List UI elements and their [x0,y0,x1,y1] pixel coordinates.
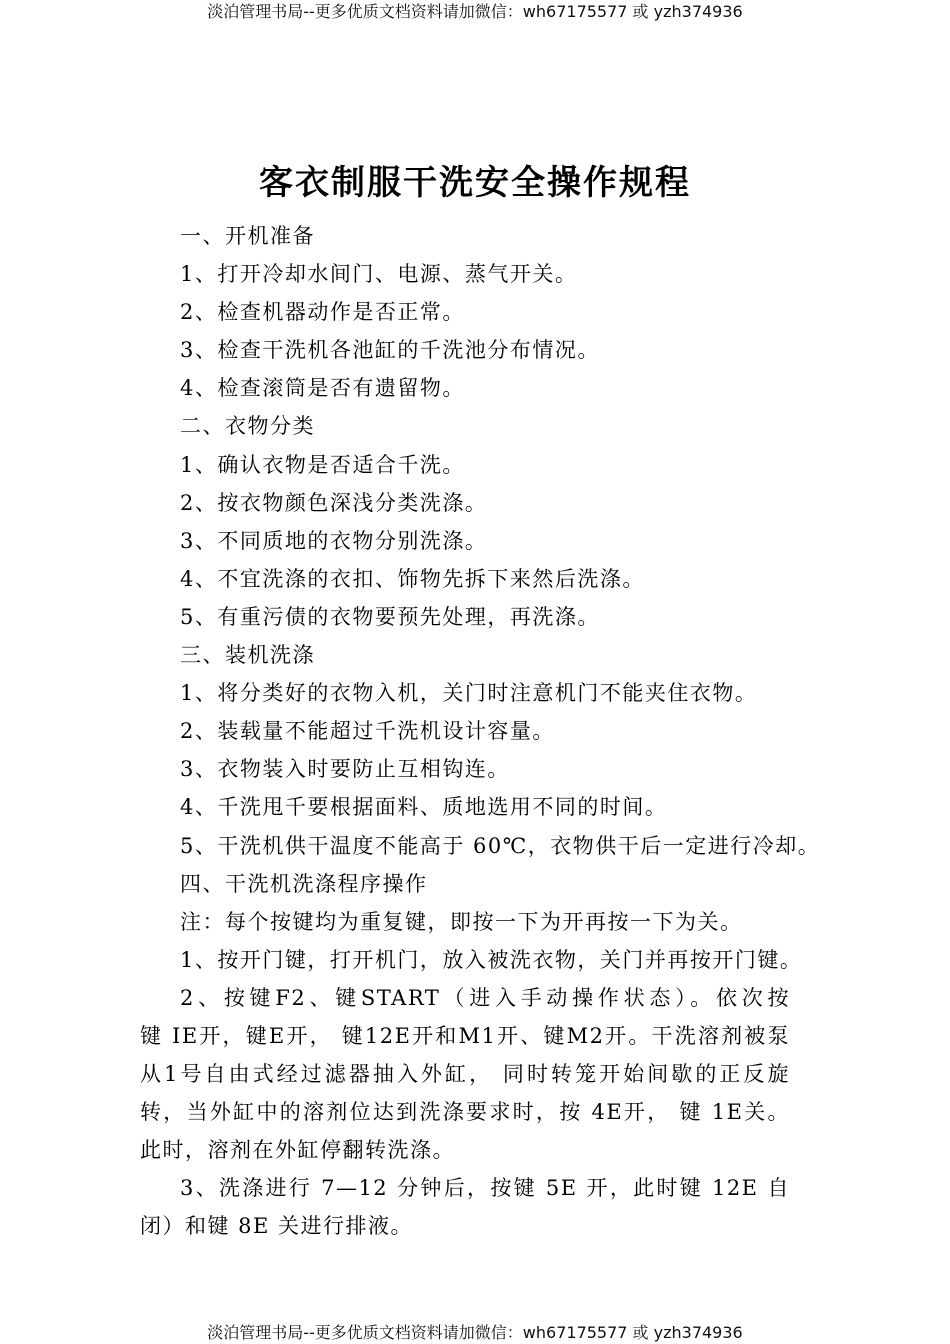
page-footer: 淡泊管理书局--更多优质文档资料请加微信：wh67175577 或 yzh374936 [207,1323,743,1342]
list-item: 2、检查机器动作是否正常。 [180,300,465,325]
paragraph-line: 从1号自由式经过滤器抽入外缸， 同时转笼开始间歇的正反旋 [140,1062,790,1087]
paragraph-line: 转，当外缸中的溶剂位达到洗涤要求时，按 4E开， 键 1E关。 [140,1100,790,1125]
page-header: 淡泊管理书局--更多优质文档资料请加微信：wh67175577 或 yzh374936 [207,2,743,21]
section-heading: 三、装机洗涤 [180,643,315,668]
document-body [140,217,821,1246]
paragraph [140,979,790,1169]
list-item: 3、不同质地的衣物分别洗涤。 [180,528,488,553]
paragraph-line: 此时，溶剂在外缸停翻转洗涤。 [140,1138,455,1163]
paragraph-line: 3、洗涤进行 7—12 分钟后，按键 5E 开，此时键 12E 自 [180,1176,790,1201]
paragraph-line: 键 IE开，键E开， 键12E开和M1开、键M2开。干洗溶剂被泵 [140,1023,790,1048]
list-item: 5、有重污债的衣物要预先处理，再洗涤。 [180,604,600,629]
list-item: 4、不宜洗涤的衣扣、饰物先拆下来然后洗涤。 [180,566,645,591]
paragraph-line: 闭）和键 8E 关进行排液。 [140,1214,414,1239]
list-item: 1、打开冷却水间门、电源、蒸气开关。 [180,262,578,287]
list-item: 4、千洗甩千要根据面料、质地选用不同的时间。 [180,795,668,820]
paragraph [140,1169,790,1245]
paragraph-line: 2、按键F2、键START（进入手动操作状态）。依次按 [180,985,790,1010]
list-item: 3、衣物装入时要防止互相钩连。 [180,757,510,782]
list-item: 2、按衣物颜色深浅分类洗涤。 [180,490,488,515]
list-item: 5、干洗机供干温度不能高于 60℃，衣物供干后一定进行冷却。 [180,833,821,858]
list-item: 1、将分类好的衣物入机，关门时注意机门不能夹住衣物。 [180,681,758,706]
section-heading: 一、开机准备 [180,224,315,248]
list-item: 1、按开门键，打开机门，放入被洗衣物，关门并再按开门键。 [180,947,803,972]
list-item: 3、检查干洗机各池缸的千洗池分布情况。 [180,338,600,363]
document-title: 客衣制服干洗安全操作规程 [259,163,691,203]
section-heading: 四、干洗机洗涤程序操作 [180,871,428,896]
list-item: 2、装载量不能超过千洗机设计容量。 [180,719,555,744]
list-item: 4、检查滚筒是否有遗留物。 [180,376,465,401]
list-item: 1、确认衣物是否适合千洗。 [180,452,465,477]
note-line: 注：每个按键均为重复键，即按一下为开再按一下为关。 [180,909,743,934]
section-heading: 二、衣物分类 [180,414,315,439]
